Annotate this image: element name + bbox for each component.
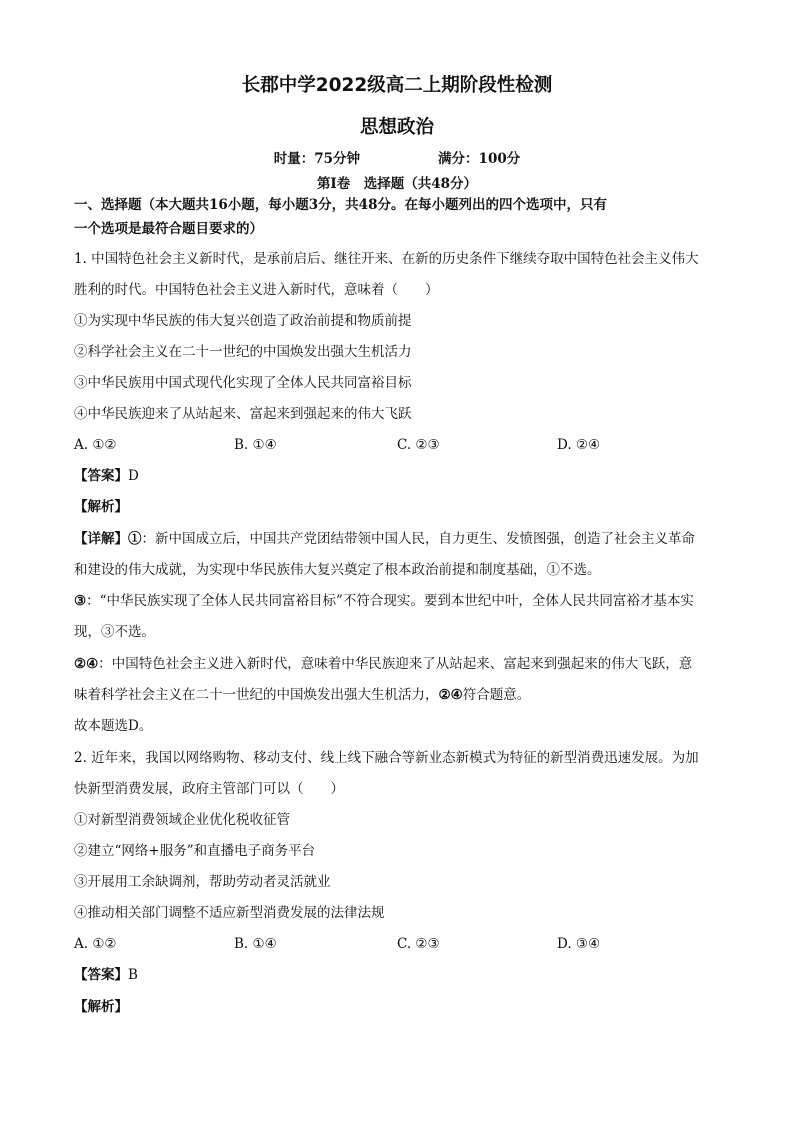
detail-1-text: ：新中国成立后，中国共产党团结带领中国人民，自力更生、发愤图强，创造了社会主义革命 [141, 531, 695, 547]
detail-3-end: 符合题意。 [462, 687, 531, 703]
detail-3-cont: 味着科学社会主义在二十一世纪的中国焕发出强大生机活力， [74, 687, 439, 703]
q1-conclusion: 故本题选D。 [74, 718, 153, 734]
time-label: 时量：75分钟 [273, 151, 361, 167]
answer-value: D [128, 468, 139, 484]
q1-item-1: ①为实现中华民族的伟大复兴创造了政治前提和物质前提 [74, 313, 412, 329]
q1-analysis-label [74, 498, 128, 516]
subject-title: 思想政治 [359, 117, 434, 138]
q1-detail-line5 [74, 655, 724, 673]
q2-option-d: D. ③④ [557, 936, 601, 952]
q2-answer [74, 966, 138, 984]
q2-option-b: B. ①④ [234, 936, 277, 952]
answer-value: B [128, 967, 138, 983]
detail-1-lead: ① [128, 531, 142, 547]
q1-stem-line1: 1. 中国特色社会主义新时代，是承前启后、继往开来、在新的历史条件下继续夺取中国特色社会主义伟大 [74, 251, 699, 267]
score-label: 满分：100分 [438, 151, 521, 167]
q1-item-2: ②科学社会主义在二十一世纪的中国焕发出强大生机活力 [74, 344, 412, 360]
q1-option-b: B. ①④ [234, 437, 277, 453]
q2-item-3: ③开展用工余缺调剂，帮助劳动者灵活就业 [74, 874, 331, 890]
q2-option-a: A. ①② [74, 936, 117, 952]
exam-info [0, 147, 794, 167]
detail-3-lead: ②④ [74, 656, 99, 672]
answer-label: 【答案】 [74, 967, 128, 983]
q1-item-4: ④中华民族迎来了从站起来、富起来到强起来的伟大飞跃 [74, 406, 412, 422]
q1-stem-line2: 胜利的时代。中国特色社会主义进入新时代，意味着（ ） [74, 282, 439, 298]
answer-label: 【答案】 [74, 468, 128, 484]
q1-detail-line1 [74, 530, 724, 548]
q2-stem-line2: 快新型消费发展，政府主管部门可以（ ） [74, 781, 344, 797]
q2-analysis-label [74, 998, 128, 1016]
q2-item-1: ①对新型消费领域企业优化税收征管 [74, 812, 290, 828]
q2-option-c: C. ②③ [397, 936, 440, 952]
q1-option-c: C. ②③ [397, 437, 440, 453]
q2-item-2: ②建立“网络+服务”和直播电子商务平台 [74, 843, 316, 859]
q1-detail-line6 [74, 686, 724, 704]
q1-option-d: D. ②④ [557, 437, 601, 453]
detail-3-bold: ②④ [438, 687, 463, 703]
q1-detail-line3 [74, 592, 724, 610]
q1-answer [74, 467, 139, 485]
q2-item-4: ④推动相关部门调整不适应新型消费发展的法律法规 [74, 905, 385, 921]
q1-option-a: A. ①② [74, 437, 117, 453]
detail-2-lead: ③ [74, 593, 87, 609]
part-title: 第Ⅰ卷 选择题（共48分） [316, 176, 478, 192]
q1-detail-line2: 和建设的伟大成就，为实现中华民族伟大复兴奠定了根本政治前提和制度基础，①不选。 [74, 562, 601, 578]
q1-detail-line4: 现，③不选。 [74, 624, 155, 640]
analysis-label: 【解析】 [74, 499, 128, 515]
q1-item-3: ③中华民族用中国式现代化实现了全体人民共同富裕目标 [74, 375, 412, 391]
analysis-label: 【解析】 [74, 999, 128, 1015]
detail-label: 【详解】 [74, 531, 128, 547]
detail-2-text: ：“中华民族实现了全体人民共同富裕目标”不符合现实。要到本世纪中叶，全体人民共同富裕才基本实 [86, 593, 694, 609]
exam-title: 长郡中学2022级高二上期阶段性检测 [241, 75, 553, 96]
detail-3-text: ：中国特色社会主义进入新时代，意味着中华民族迎来了从站起来、富起来到强起来的伟大飞跃，意 [98, 656, 693, 672]
q2-stem-line1: 2. 近年来，我国以网络购物、移动支付、线上线下融合等新业态新模式为特征的新型消费迅速发展。为加 [74, 750, 699, 766]
section-heading-line2: 一个选项是最符合题目要求的） [74, 221, 263, 237]
section-heading-line1: 一、选择题（本大题共16小题，每小题3分，共48分。在每小题列出的四个选项中，只有 [74, 197, 607, 213]
